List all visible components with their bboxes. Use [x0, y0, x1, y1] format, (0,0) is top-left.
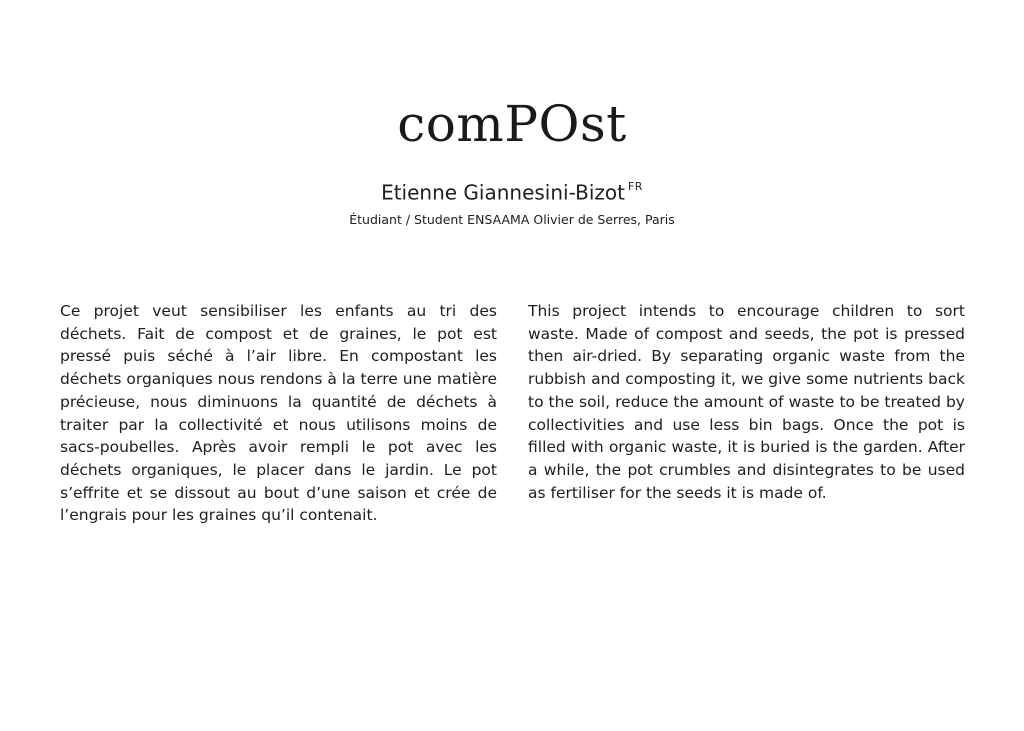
- author-line: [0, 176, 1024, 206]
- description-french: Ce projet veut sensibiliser les enfants au tri des déchets. Fait de compost et de graines, le pot est pressé puis séché à l’air libre. En compostant les déchets organiques nous rendons à la terre une matière précieuse, nous diminuons la quantité de déchets à traiter par la collectivité et nous utilisons moins de sacs-poubelles. Après avoir rempli le pot avec les déchets organiques, le placer dans le jardin. Le pot s’effrite et se dissout au bout d’une saison et crée de l’engrais pour les graines qu’il contenait.: [60, 302, 497, 525]
- author-affiliation: Étudiant / Student ENSAAMA Olivier de Serres, Paris: [349, 212, 675, 227]
- author-name: Etienne Giannesini-Bizot: [381, 180, 625, 205]
- description-english: This project intends to encourage children to sort waste. Made of compost and seeds, the pot is pressed then air-dried. By separating organic waste from the rubbish and composting it, we give some nutrients back to the soil, reduce the amount of waste to be treated by collectivities and use less bin bags. Once the pot is filled with organic waste, it is buried is the garden. After a while, the pot crumbles and disintegrates to be used as fertiliser for the seeds it is made of.: [528, 302, 965, 502]
- author-country: FR: [627, 180, 643, 193]
- project-title: comPOst: [397, 95, 627, 153]
